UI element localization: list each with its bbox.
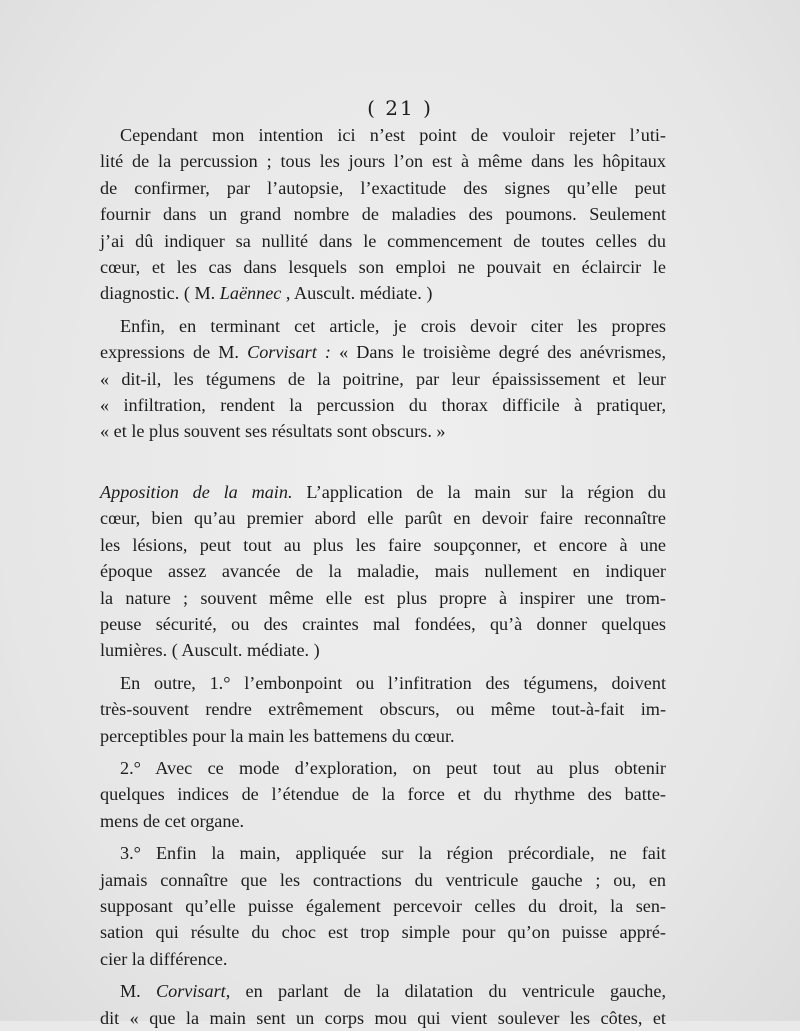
text-line: très-souvent rendre extrêmement obscurs, ou même tout-à-fait im- (100, 699, 666, 720)
text-line: dit « que la main sent un corps mou qui vient soulever les côtes, et (100, 1007, 666, 1028)
text-line: Enfin, en terminant cet article, je crois devoir citer les propres (120, 315, 666, 336)
text-line: quelques indices de l’étendue de la force et du rhythme des batte- (100, 784, 666, 805)
text-line: cier la différence. (100, 948, 228, 969)
text-line: diagnostic. ( M. Laënnec , Auscult. médiate. ) (100, 283, 433, 304)
text-line: j’ai dû indiquer sa nullité dans le commencement de toutes celles du (100, 230, 666, 251)
text-line: M. Corvisart, en parlant de la dilatation du ventricule gauche, (120, 981, 667, 1002)
text-line: lumières. ( Auscult. médiate. ) (100, 640, 320, 661)
section-heading: Apposition de la main. (100, 481, 293, 502)
text-line: Apposition de la main. L’application de la main sur la région du (100, 481, 666, 502)
text-line: peuse sécurité, ou des craintes mal fondées, qu’à donner quelques (100, 613, 666, 634)
author-name: Corvisart (156, 981, 226, 1002)
text-line: 2.° Avec ce mode d’exploration, on peut tout au plus obtenir (120, 757, 666, 778)
body-text (100, 122, 666, 1031)
text-line: cœur, et les cas dans lesquels son emploi ne pouvait en éclaircir le (100, 257, 666, 278)
text-line: En outre, 1.° l’embonpoint ou l’infitration des tégumens, doivent (120, 672, 666, 693)
page-number: ( 21 ) (367, 96, 433, 120)
text-line: perceptibles pour la main les battemens du cœur. (100, 725, 455, 746)
text-line: la nature ; souvent même elle est plus propre à inspirer une trom- (100, 587, 666, 608)
text-line: cœur, bien qu’au premier abord elle parût en devoir faire reconnaître (100, 508, 666, 529)
text-line: les lésions, peut tout au plus les faire soupçonner, et encore à une (100, 534, 666, 555)
text-line: 3.° Enfin la main, appliquée sur la région précordiale, ne fait (120, 843, 666, 864)
text-line: fournir dans un grand nombre de maladies des poumons. Seulement (100, 204, 666, 225)
text-line: de confirmer, par l’autopsie, l’exactitude des signes qu’elle peut (100, 177, 666, 198)
text-line: expressions de M. Corvisart : « Dans le troisième degré des anévrismes, (100, 342, 667, 363)
text-line: mens de cet organe. (100, 810, 245, 831)
text-line: supposant qu’elle puisse également percevoir celles du droit, la sen- (100, 895, 666, 916)
text-line: sation qui résulte du choc est trop simple pour qu’on puisse appré- (100, 922, 666, 943)
quote-line: « dit-il, les tégumens de la poitrine, par leur épaississement et leur (100, 368, 666, 389)
quote-line: « et le plus souvent ses résultats sont obscurs. » (100, 421, 446, 442)
quote-line: « infiltration, rendent la percussion du thorax difficile à pratiquer, (100, 395, 666, 416)
text-line: époque assez avancée de la maladie, mais nullement en indiquer (100, 561, 666, 582)
author-name: Laënnec (219, 283, 282, 304)
text-line: lité de la percussion ; tous les jours l’on est à même dans les hôpitaux (100, 151, 666, 172)
text-line: jamais connaître que les contractions du ventricule gauche ; ou, en (100, 869, 666, 890)
text-line: Cependant mon intention ici n’est point de vouloir rejeter l’uti- (120, 125, 666, 145)
author-name: Corvisart : (247, 342, 331, 363)
